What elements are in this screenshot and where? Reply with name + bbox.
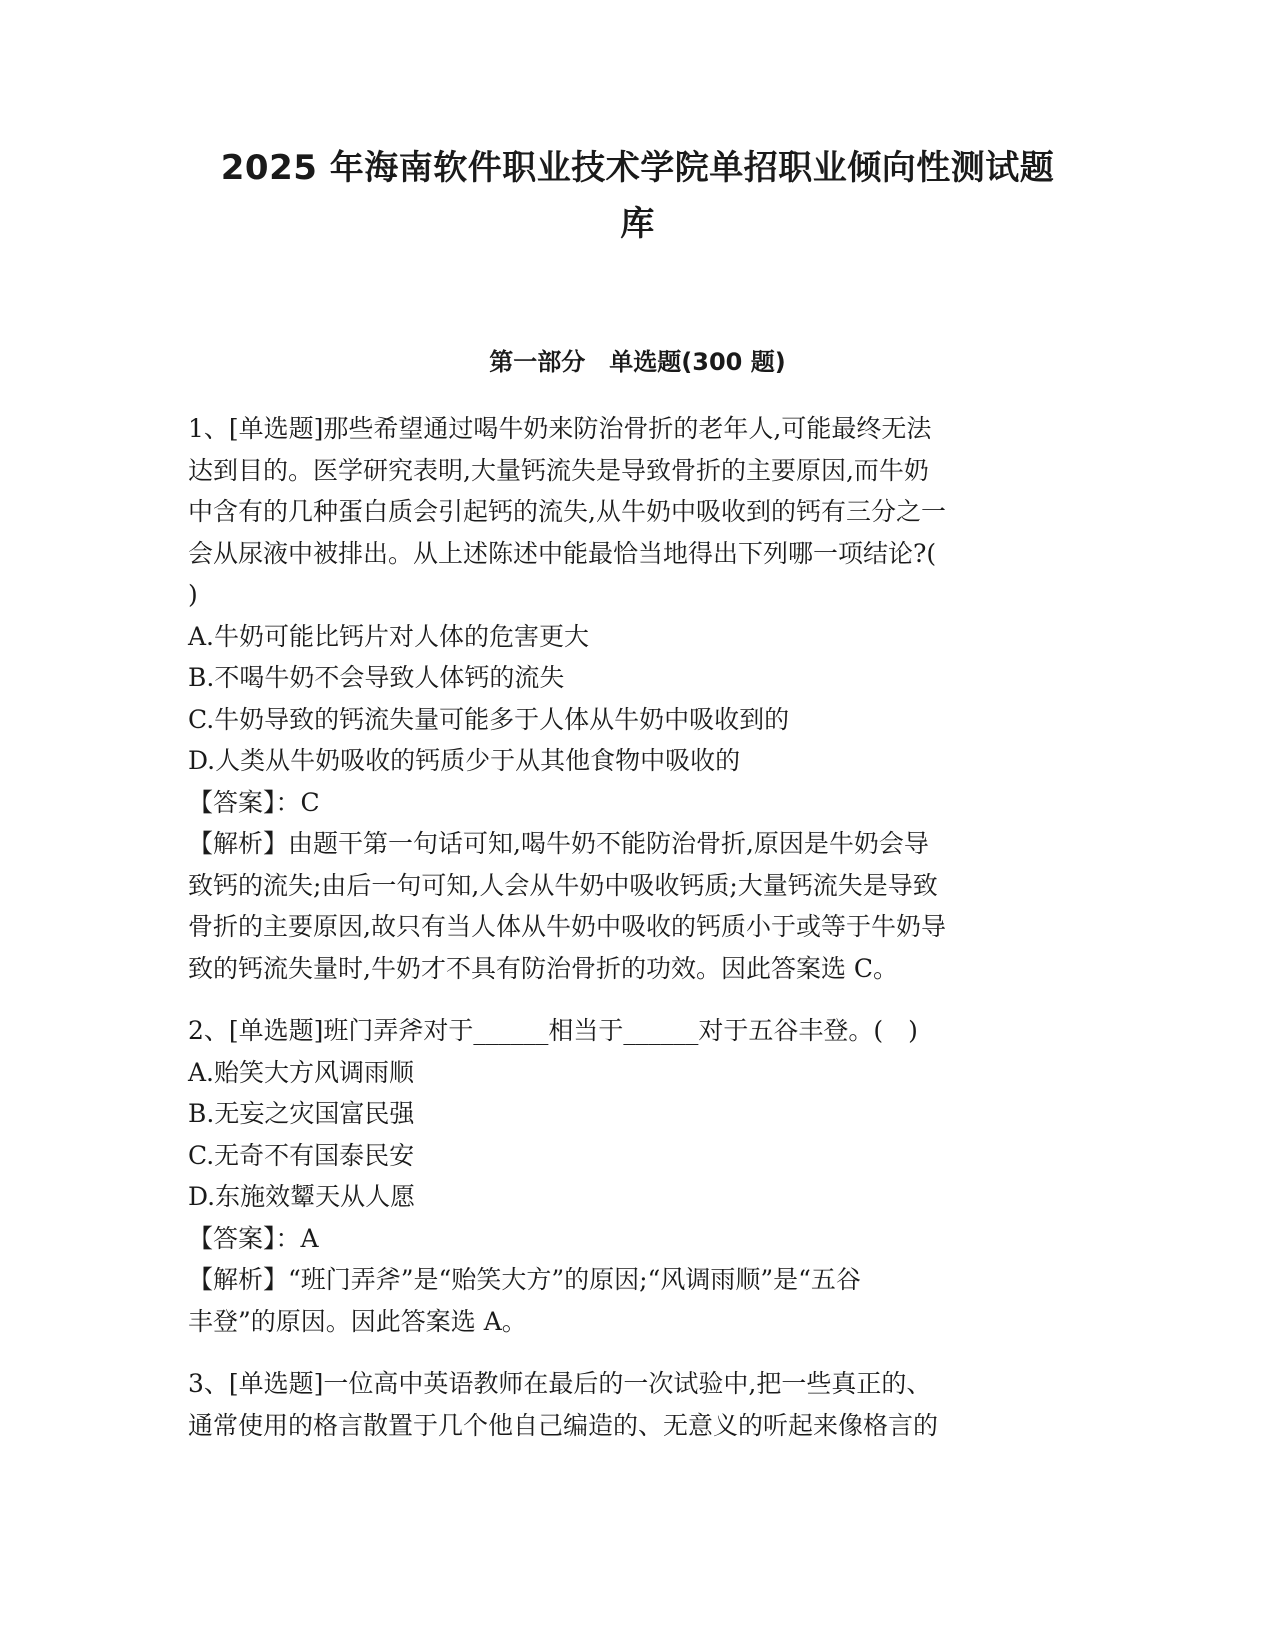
option-a: A.贻笑大方风调雨顺 (188, 1057, 415, 1087)
analysis-line: 致钙的流失;由后一句可知,人会从牛奶中吸收钙质;大量钙流失是导致 (188, 870, 938, 900)
question-stem-line: 中含有的几种蛋白质会引起钙的流失,从牛奶中吸收到的钙有三分之一 (188, 497, 946, 526)
question-stem-line: 会从尿液中被排出。从上述陈述中能最恰当地得出下列哪一项结论?( (188, 538, 937, 568)
option-d: D.人类从牛奶吸收的钙质少于从其他食物中吸收的 (188, 746, 741, 775)
section-heading: 第一部分 单选题(300 题) (489, 348, 786, 376)
document-title (180, 140, 1095, 252)
question-stem-line: 3、[单选题]一位高中英语教师在最后的一次试验中,把一些真正的、 (188, 1369, 932, 1398)
analysis-line: 骨折的主要原因,故只有当人体从牛奶中吸收的钙质小于或等于牛奶导 (188, 912, 946, 941)
question-stem-line: 达到目的。医学研究表明,大量钙流失是导致骨折的主要原因,而牛奶 (188, 455, 929, 485)
analysis-line: 致的钙流失量时,牛奶才不具有防治骨折的功效。因此答案选 C。 (188, 953, 899, 983)
option-c: C.无奇不有国泰民安 (188, 1140, 415, 1170)
question-item (188, 1010, 1068, 1342)
analysis-line: 【解析】“班门弄斧”是“贻笑大方”的原因;“风调雨顺”是“五谷 (188, 1265, 861, 1294)
question-stem-line: ) (188, 580, 198, 609)
document-title-line: 2025 年海南软件职业技术学院单招职业倾向性测试题 (220, 148, 1055, 188)
option-b: B.无妄之灾国富民强 (188, 1099, 415, 1128)
question-stem-line: 通常使用的格言散置于几个他自己编造的、无意义的听起来像格言的 (188, 1410, 939, 1440)
question-stem-line: 1、[单选题]那些希望通过喝牛奶来防治骨折的老年人,可能最终无法 (188, 414, 932, 443)
answer-line: 【答案】：C (188, 787, 320, 817)
option-d: D.东施效颦天从人愿 (188, 1182, 416, 1211)
answer-line: 【答案】：A (188, 1223, 319, 1253)
option-a: A.牛奶可能比钙片对人体的危害更大 (188, 621, 590, 651)
analysis-line: 【解析】由题干第一句话可知,喝牛奶不能防治骨折,原因是牛奶会导 (188, 829, 929, 858)
analysis-line: 丰登”的原因。因此答案选 A。 (188, 1306, 527, 1336)
option-b: B.不喝牛奶不会导致人体钙的流失 (188, 663, 565, 692)
question-item (188, 408, 1068, 989)
question-stem-line: 2、[单选题]班门弄斧对于______相当于______对于五谷丰登。( ) (188, 1016, 918, 1045)
option-c: C.牛奶导致的钙流失量可能多于人体从牛奶中吸收到的 (188, 704, 790, 734)
question-item (188, 1363, 1068, 1446)
question-list (188, 408, 1068, 1467)
document-title-line: 库 (620, 204, 655, 244)
